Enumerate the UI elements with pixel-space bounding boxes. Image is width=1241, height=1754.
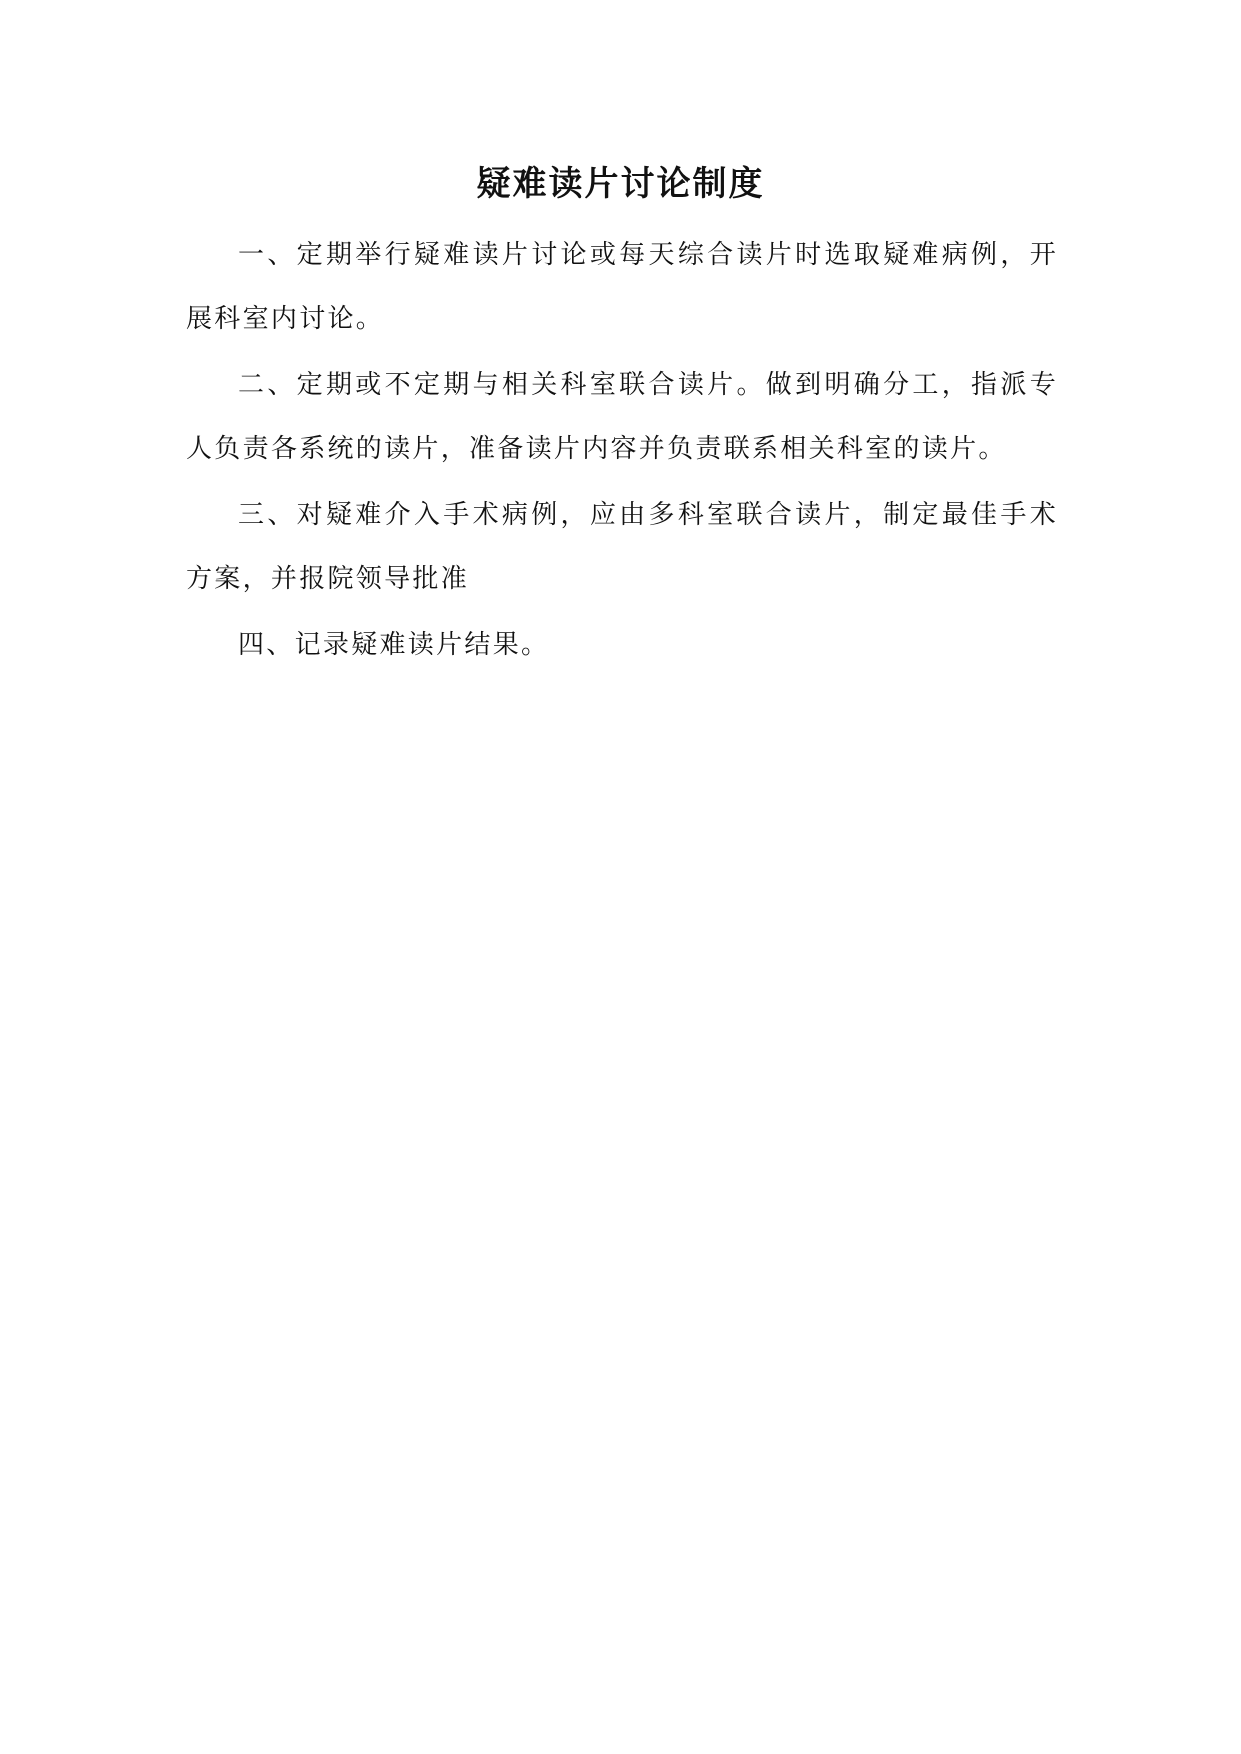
paragraph-2: 二、定期或不定期与相关科室联合读片。做到明确分工，指派专人负责各系统的读片，准备读片内容并负责联系相关科室的读片。 [186, 370, 1058, 464]
paragraph-1: 一、定期举行疑难读片讨论或每天综合读片时选取疑难病例，开展科室内讨论。 [186, 240, 1058, 334]
document-title: 疑难读片讨论制度 [476, 164, 765, 204]
paragraph-3: 三、对疑难介入手术病例，应由多科室联合读片，制定最佳手术方案，并报院领导批准 [186, 500, 1058, 594]
document-body [186, 223, 1058, 679]
paragraph-4: 四、记录疑难读片结果。 [238, 630, 550, 660]
